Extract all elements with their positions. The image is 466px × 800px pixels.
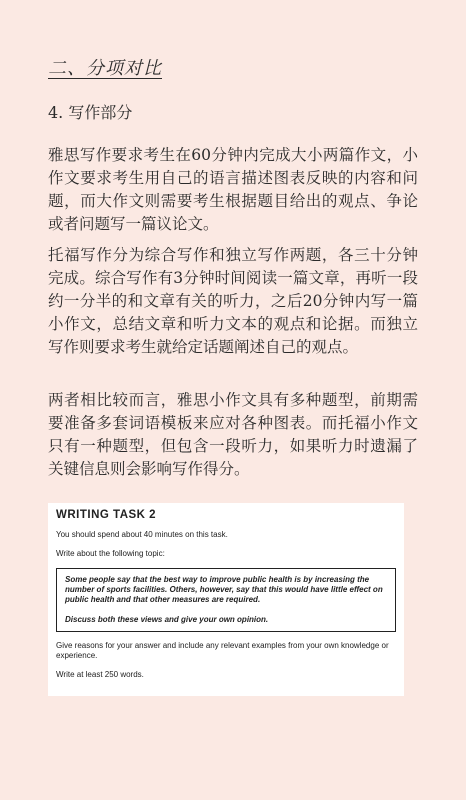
writing-section-heading: 4. 写作部分	[48, 103, 133, 122]
task-title: WRITING TASK 2	[56, 509, 157, 521]
task-time-note: You should spend about 40 minutes on this task.	[56, 530, 228, 539]
task-reasons: Give reasons for your answer and include any relevant examples from your own knowledge or experience.	[56, 641, 389, 660]
section-title: 二、分项对比	[48, 58, 162, 79]
writing-task-image	[48, 503, 404, 696]
task-intro: Write about the following topic:	[56, 549, 165, 558]
toefl-writing-paragraph: 托福写作分为综合写作和独立写作两题，各三十分钟完成。综合写作有3分钟时间阅读一篇文章，再听一段约一分半的和文章有关的听力，之后20分钟内写一篇小作文，总结文章和听力文本的观点和论据。而独立写作则要求考生就给定话题阐述自己的观点。	[48, 246, 418, 356]
task-prompt: Some people say that the best way to improve public health is by increasing the number of sports facilities. Others, however, say that this would have little effect on public health and that other measures are required.	[65, 575, 383, 604]
task-prompt-box	[56, 568, 396, 632]
comparison-paragraph: 两者相比较而言，雅思小作文具有多种题型，前期需要准备多套词语模板来应对各种图表。而托福小作文只有一种题型，但包含一段听力，如果听力时遗漏了关键信息则会影响写作得分。	[48, 391, 418, 478]
task-min-words: Write at least 250 words.	[56, 670, 144, 679]
ielts-writing-paragraph: 雅思写作要求考生在60分钟内完成大小两篇作文，小作文要求考生用自己的语言描述图表反映的内容和问题，而大作文则需要考生根据题目给出的观点、争论或者问题写一篇议论文。	[48, 146, 418, 233]
task-instruction: Discuss both these views and give your own opinion.	[65, 615, 269, 624]
